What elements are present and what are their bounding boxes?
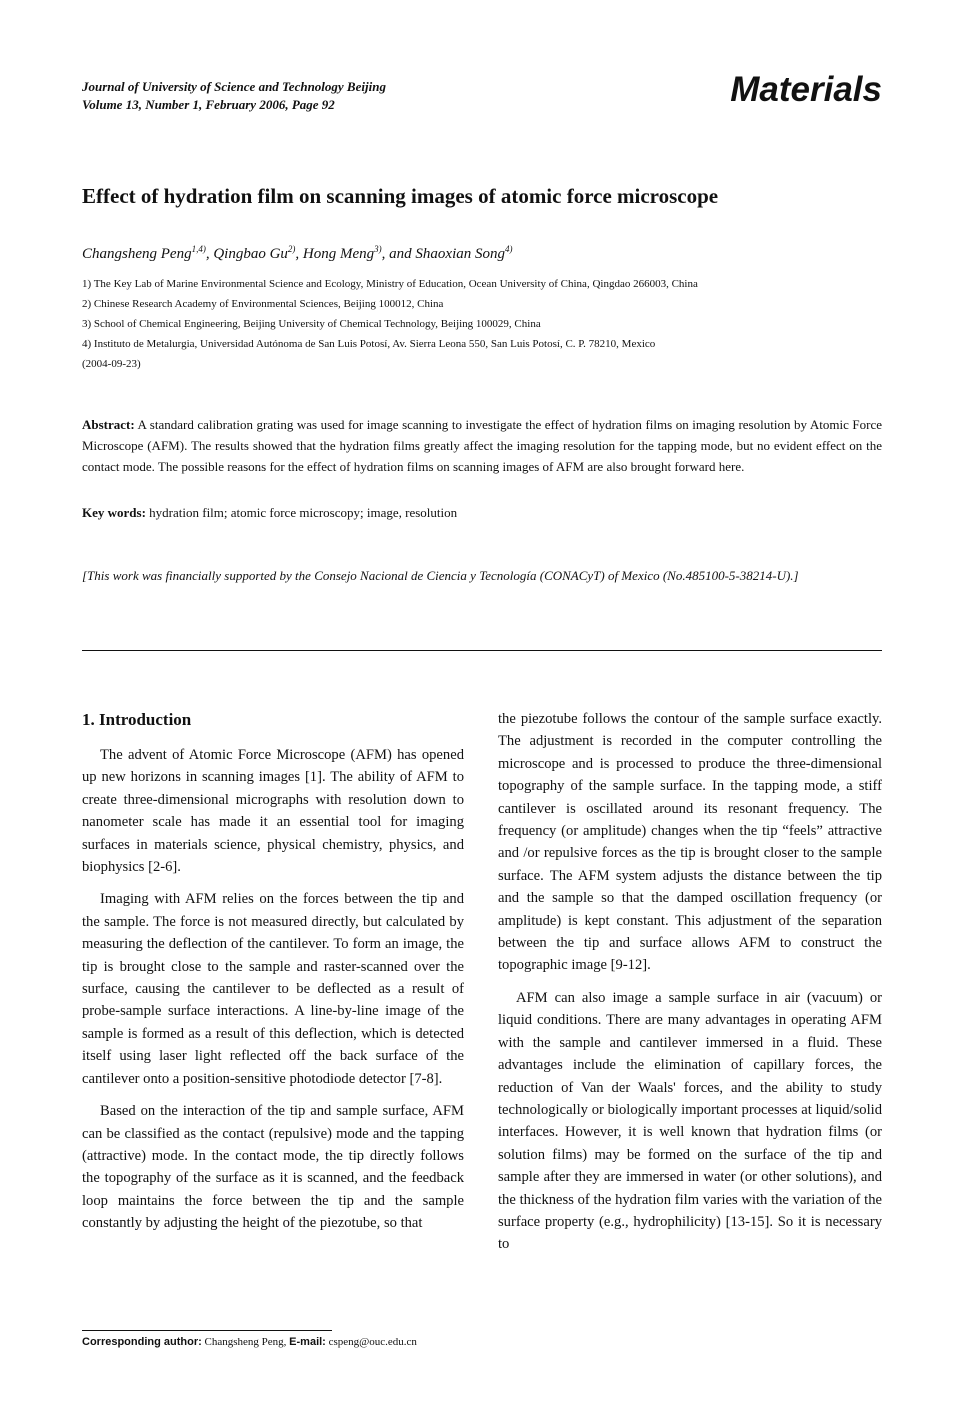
section-heading: 1. Introduction xyxy=(82,710,192,729)
affiliation: 1) The Key Lab of Marine Environmental Science and Ecology, Ministry of Education, Ocean University of China, Qingdao 266003, China xyxy=(82,278,698,290)
received-date: (2004-09-23) xyxy=(82,358,141,370)
section-divider xyxy=(82,650,882,651)
paragraph: the piezotube follows the contour of the sample surface exactly. The adjustment is recorded in the computer controlling the microscope and is processed to produce the three-dimensional topography of the sample surface. In the tapping mode, a stiff cantilever is oscillated around its resonant frequency. The frequency (or amplitude) changes when the tip “feels” attractive and /or repulsive forces as the tip is brought closer to the sample surface. The AFM system adjusts the distance between the tip and the sample so that the damped oscillation frequency (or amplitude) is kept constant. This adjustment of the separation between the tip and surface allows AFM to construct the topographic image [9-12]. xyxy=(498,711,882,974)
column-right xyxy=(498,708,882,1256)
body-text-right xyxy=(498,708,882,1256)
paragraph: AFM can also image a sample surface in air (vacuum) or liquid conditions. There are many advantages in operating AFM with the sample and cantilever immersed in a fluid. These advantages include the elimination of capillary forces, the reduction of Van der Waals' forces, and the ability to study technologically or biologically important processes at liquid/solid interfaces. However, it is well known that hydration films (or solution films) may be formed on the surface of the tip and sample after they are immersed in water (or other solutions), and the thickness of the hydration film varies with the variation of the surface property (e.g., hydrophilicity) [13-15]. So it is necessary to xyxy=(498,989,882,1253)
footnote-label: Corresponding author: xyxy=(82,1336,202,1348)
affiliation: 4) Instituto de Metalurgia, Universidad Autónoma de San Luis Potosí, Av. Sierra Leona 550, San Luis Potosí, C. P. 78210, Mexico xyxy=(82,338,656,350)
affiliation: 3) School of Chemical Engineering, Beijing University of Chemical Technology, Beijing 100029, China xyxy=(82,318,541,330)
email-label: E-mail: xyxy=(289,1336,326,1348)
abstract xyxy=(82,414,882,477)
journal-citation xyxy=(82,78,386,114)
journal-name: Journal of University of Science and Technology Beijing xyxy=(82,79,386,94)
footnote-rule xyxy=(82,1330,332,1331)
author-separator: , and xyxy=(381,246,416,262)
author-name: Qingbao Gu xyxy=(213,246,288,262)
section-label: Materials xyxy=(730,70,882,109)
column-left xyxy=(82,710,464,1235)
author-affiliation-mark: 4) xyxy=(505,244,513,254)
author-name: Hong Meng xyxy=(302,246,375,262)
paragraph: Based on the interaction of the tip and sample surface, AFM can be classified as the contact (repulsive) mode and the tapping (attractive) mode. In the contact mode, the tip directly follows the topography of the surface as it is scanned, and the feedback loop maintains the force between the tip and the sample constantly by adjusting the height of the piezotube, so that xyxy=(82,1103,464,1232)
corresponding-author-note xyxy=(82,1336,417,1348)
author-list xyxy=(82,244,513,263)
abstract-label: Abstract: xyxy=(82,417,135,432)
affiliation: 2) Chinese Research Academy of Environmental Sciences, Beijing 100012, China xyxy=(82,298,444,310)
footnote-name: Changsheng Peng, xyxy=(201,1336,290,1348)
author-affiliation-mark: 2) xyxy=(287,244,296,254)
email-address: cspeng@ouc.edu.cn xyxy=(325,1336,417,1348)
author-name: Changsheng Peng xyxy=(82,246,192,262)
keywords-label: Key words: xyxy=(82,505,146,520)
author-affiliation-mark: 1,4) xyxy=(191,244,206,254)
keywords xyxy=(82,502,882,523)
abstract-text: A standard calibration grating was used for image scanning to investigate the effect of hydration films on imaging resolution by Atomic Force Microscope (AFM). The results showed that the hydration films greatly affect the imaging resolution for the tapping mode, but no evident effect on the contact mode. The possible reasons for the effect of hydration films on scanning images of AFM are also brought forward here. xyxy=(82,417,882,474)
author-separator: , xyxy=(295,246,303,262)
body-text-left xyxy=(82,744,464,1235)
author-name: Shaoxian Song xyxy=(415,246,505,262)
keywords-text: hydration film; atomic force microscopy; image, resolution xyxy=(145,505,458,520)
author-separator: , xyxy=(205,246,214,262)
funding-note: [This work was financially supported by the Consejo Nacional de Ciencia y Tecnología (CONACyT) of Mexico (No.485100-5-38214-U).] xyxy=(82,568,799,583)
journal-volume: Volume 13, Number 1, February 2006, Page 92 xyxy=(82,97,335,112)
article-title: Effect of hydration film on scanning images of atomic force microscope xyxy=(82,184,719,208)
author-affiliation-mark: 3) xyxy=(374,244,382,254)
paragraph: Imaging with AFM relies on the forces between the tip and the sample. The force is not measured directly, but calculated by measuring the deflection of the cantilever. To form an image, the tip is brought close to the sample and raster-scanned over the surface, causing the cantilever to be deflected as a result of probe-sample surface interactions. A line-by-line image of the sample is formed as a result of this deflection, which is detected itself using laser light reflected off the back surface of the cantilever onto a position-sensitive photodiode detector [7-8]. xyxy=(82,891,464,1087)
paragraph: The advent of Atomic Force Microscope (AFM) has opened up new horizons in scanning images [1]. The ability of AFM to create three-dimensional micrographs with resolution down to nanometer scale has made it an essential tool for imaging surfaces in materials science, physical chemistry, physics, and biophysics [2-6]. xyxy=(82,747,464,876)
